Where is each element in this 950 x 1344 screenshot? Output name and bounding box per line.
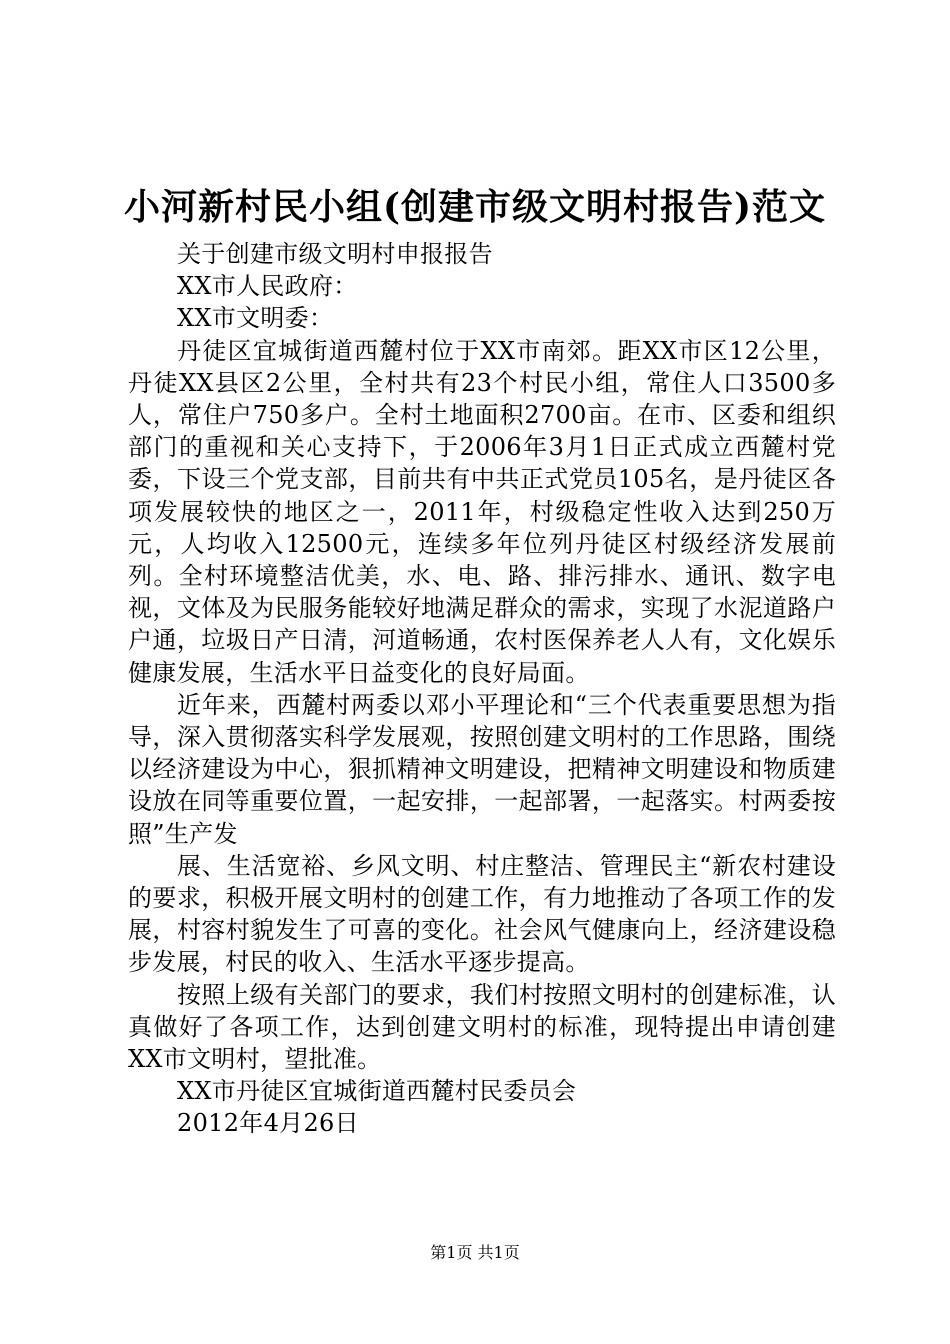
document-title: 小河新村民小组(创建市级文明村报告)范文: [123, 186, 827, 228]
addressee-line-1: XX市人民政府：: [177, 272, 358, 301]
body-paragraph-1: 丹徒区宜城街道西麓村位于XX市南郊。距XX市区12公里，丹徒XX县区2公里，全村共有23个村民小组，常住人口3500多人，常住户750多户。全村土地面积2700亩。在市、区委和组织部门的重视和关心支持下，于2006年3月1日正式成立西麓村党委，下设三个党支部，目前共有中共正式党员105名，是丹徒区各项发展较快的地区之一，2011年，村级稳定性收入达到250万元，人均收入12500元，连续多年位列丹徒区村级经济发展前列。全村环境整洁优美，水、电、路、排污排水、通讯、数字电视，文体及为民服务能较好地满足群众的需求，实现了水泥道路户户通，垃圾日产日清，河道畅通，农村医保养老人人有，文化娱乐健康发展，生活水平日益变化的良好局面。: [128, 336, 836, 687]
date-line: 2012年4月26日: [177, 1109, 359, 1138]
body-paragraph-4: 按照上级有关部门的要求，我们村按照文明村的创建标准，认真做好了各项工作，达到创建文明村的标准，现特提出申请创建XX市文明村，望批准。: [128, 980, 836, 1074]
signature-line: XX市丹徒区宜城街道西麓村民委员会: [177, 1077, 577, 1106]
body-paragraph-3: 展、生活宽裕、乡风文明、村庄整洁、管理民主“新农村建设的要求，积极开展文明村的创建工作，有力地推动了各项工作的发展，村容村貌发生了可喜的变化。社会风气健康向上，经济建设稳步发展，村民的收入、生活水平逐步提高。: [128, 851, 836, 977]
document-subtitle: 关于创建市级文明村申报报告: [177, 240, 493, 268]
page-footer: 第1页 共1页: [430, 1243, 520, 1262]
body-paragraph-2: 近年来，西麓村两委以邓小平理论和“三个代表重要思想为指导，深入贯彻落实科学发展观，按照创建文明村的工作思路，围绕以经济建设为中心，狠抓精神文明建设，把精神文明建设和物质建设放在同等重要位置，一起安排，一起部署，一起落实。村两委按照”生产发: [128, 690, 836, 848]
document-body: [128, 238, 836, 1140]
addressee-line-2: XX市文明委：: [177, 304, 334, 333]
